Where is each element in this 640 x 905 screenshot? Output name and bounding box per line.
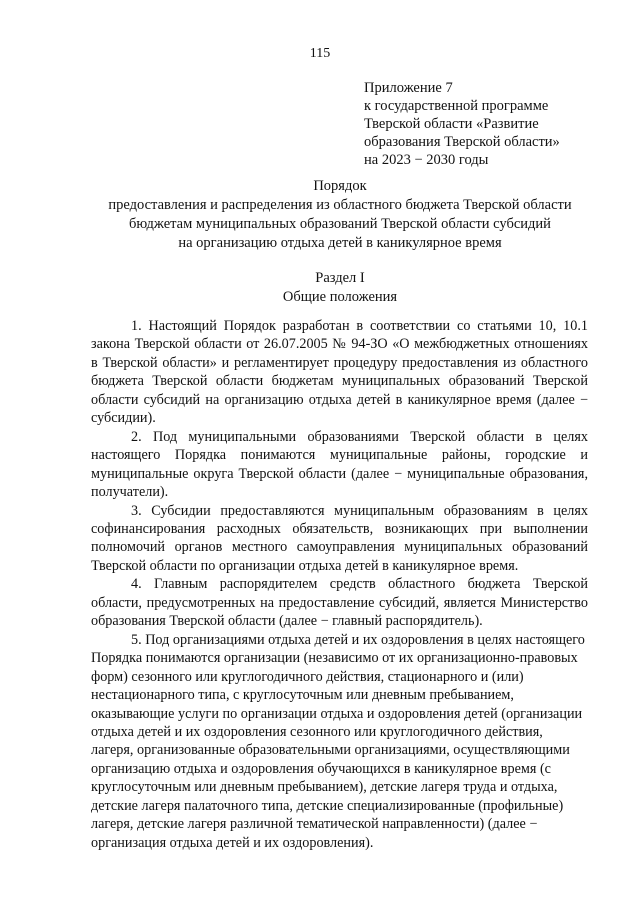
appendix-line: Приложение 7: [364, 80, 453, 96]
appendix-line: Тверской области «Развитие: [364, 116, 539, 132]
title-line: на организацию отдыха детей в каникулярное время: [178, 235, 502, 251]
section-number: Раздел I: [315, 270, 365, 286]
document-title: [60, 177, 620, 253]
appendix-line: к государственной программе: [364, 98, 549, 114]
title-line: предоставления и распределения из областного бюджета Тверской области: [108, 197, 572, 213]
title-line: Порядок: [313, 178, 367, 194]
section-heading: [60, 269, 620, 307]
title-line: бюджетам муниципальных образований Тверской области субсидий: [129, 216, 551, 232]
document-body: [91, 317, 588, 852]
appendix-line: на 2023 − 2030 годы: [364, 152, 489, 168]
paragraph: 2. Под муниципальными образованиями Тверской области в целях настоящего Порядка понимаются муниципальные районы, городские и муниципальные округа Тверской области (далее − муниципальные образования, получатели).: [91, 428, 588, 501]
paragraph: 1. Настоящий Порядок разработан в соответствии со статьями 10, 10.1 закона Тверской области от 26.07.2005 № 94-ЗО «О межбюджетных отношениях в Тверской области» и регламентирует процедуру предоставления из областного бюджета Тверской области бюджетам муниципальных образований Тверской области субсидий на организацию отдыха детей в каникулярное время (далее − субсидии).: [91, 318, 588, 427]
section-name: Общие положения: [282, 289, 398, 305]
paragraph: 3. Субсидии предоставляются муниципальным образованиям в целях софинансирования расходных обязательств, возникающих при выполнении полномочий органов местного самоуправления муниципальных образований Тверской области по организации отдыха детей в каникулярное время.: [91, 502, 588, 574]
appendix-line: образования Тверской области»: [364, 134, 560, 150]
appendix-header: [364, 79, 614, 169]
page-number: 115: [309, 46, 331, 61]
paragraph: 5. Под организациями отдыха детей и их оздоровления в целях настоящего Порядка понимаются организации (независимо от их организационно-правовых форм) сезонного или круглогодичного действия, стационарного и (или) нестационарного типа, с круглосуточным или дневным пребыванием, оказывающие услуги по организации отдыха и оздоровления детей (организации отдыха детей и их оздоровления сезонного или круглогодичного действия, лагеря, организованные образовательными организациями, осуществляющими организацию отдыха и оздоровления обучающихся в каникулярное время (с круглосуточным или дневным пребыванием), детские лагеря труда и отдыха, детские лагеря палаточного типа, детские специализированные (профильные) лагеря, детские лагеря различной тематической направленности) (далее − организация отдыха детей и их оздоровления).: [91, 631, 585, 851]
paragraph: 4. Главным распорядителем средств областного бюджета Тверской области, предусмотренных на предоставление субсидий, является Министерство образования Тверской области (далее − главный распорядитель).: [91, 576, 588, 630]
